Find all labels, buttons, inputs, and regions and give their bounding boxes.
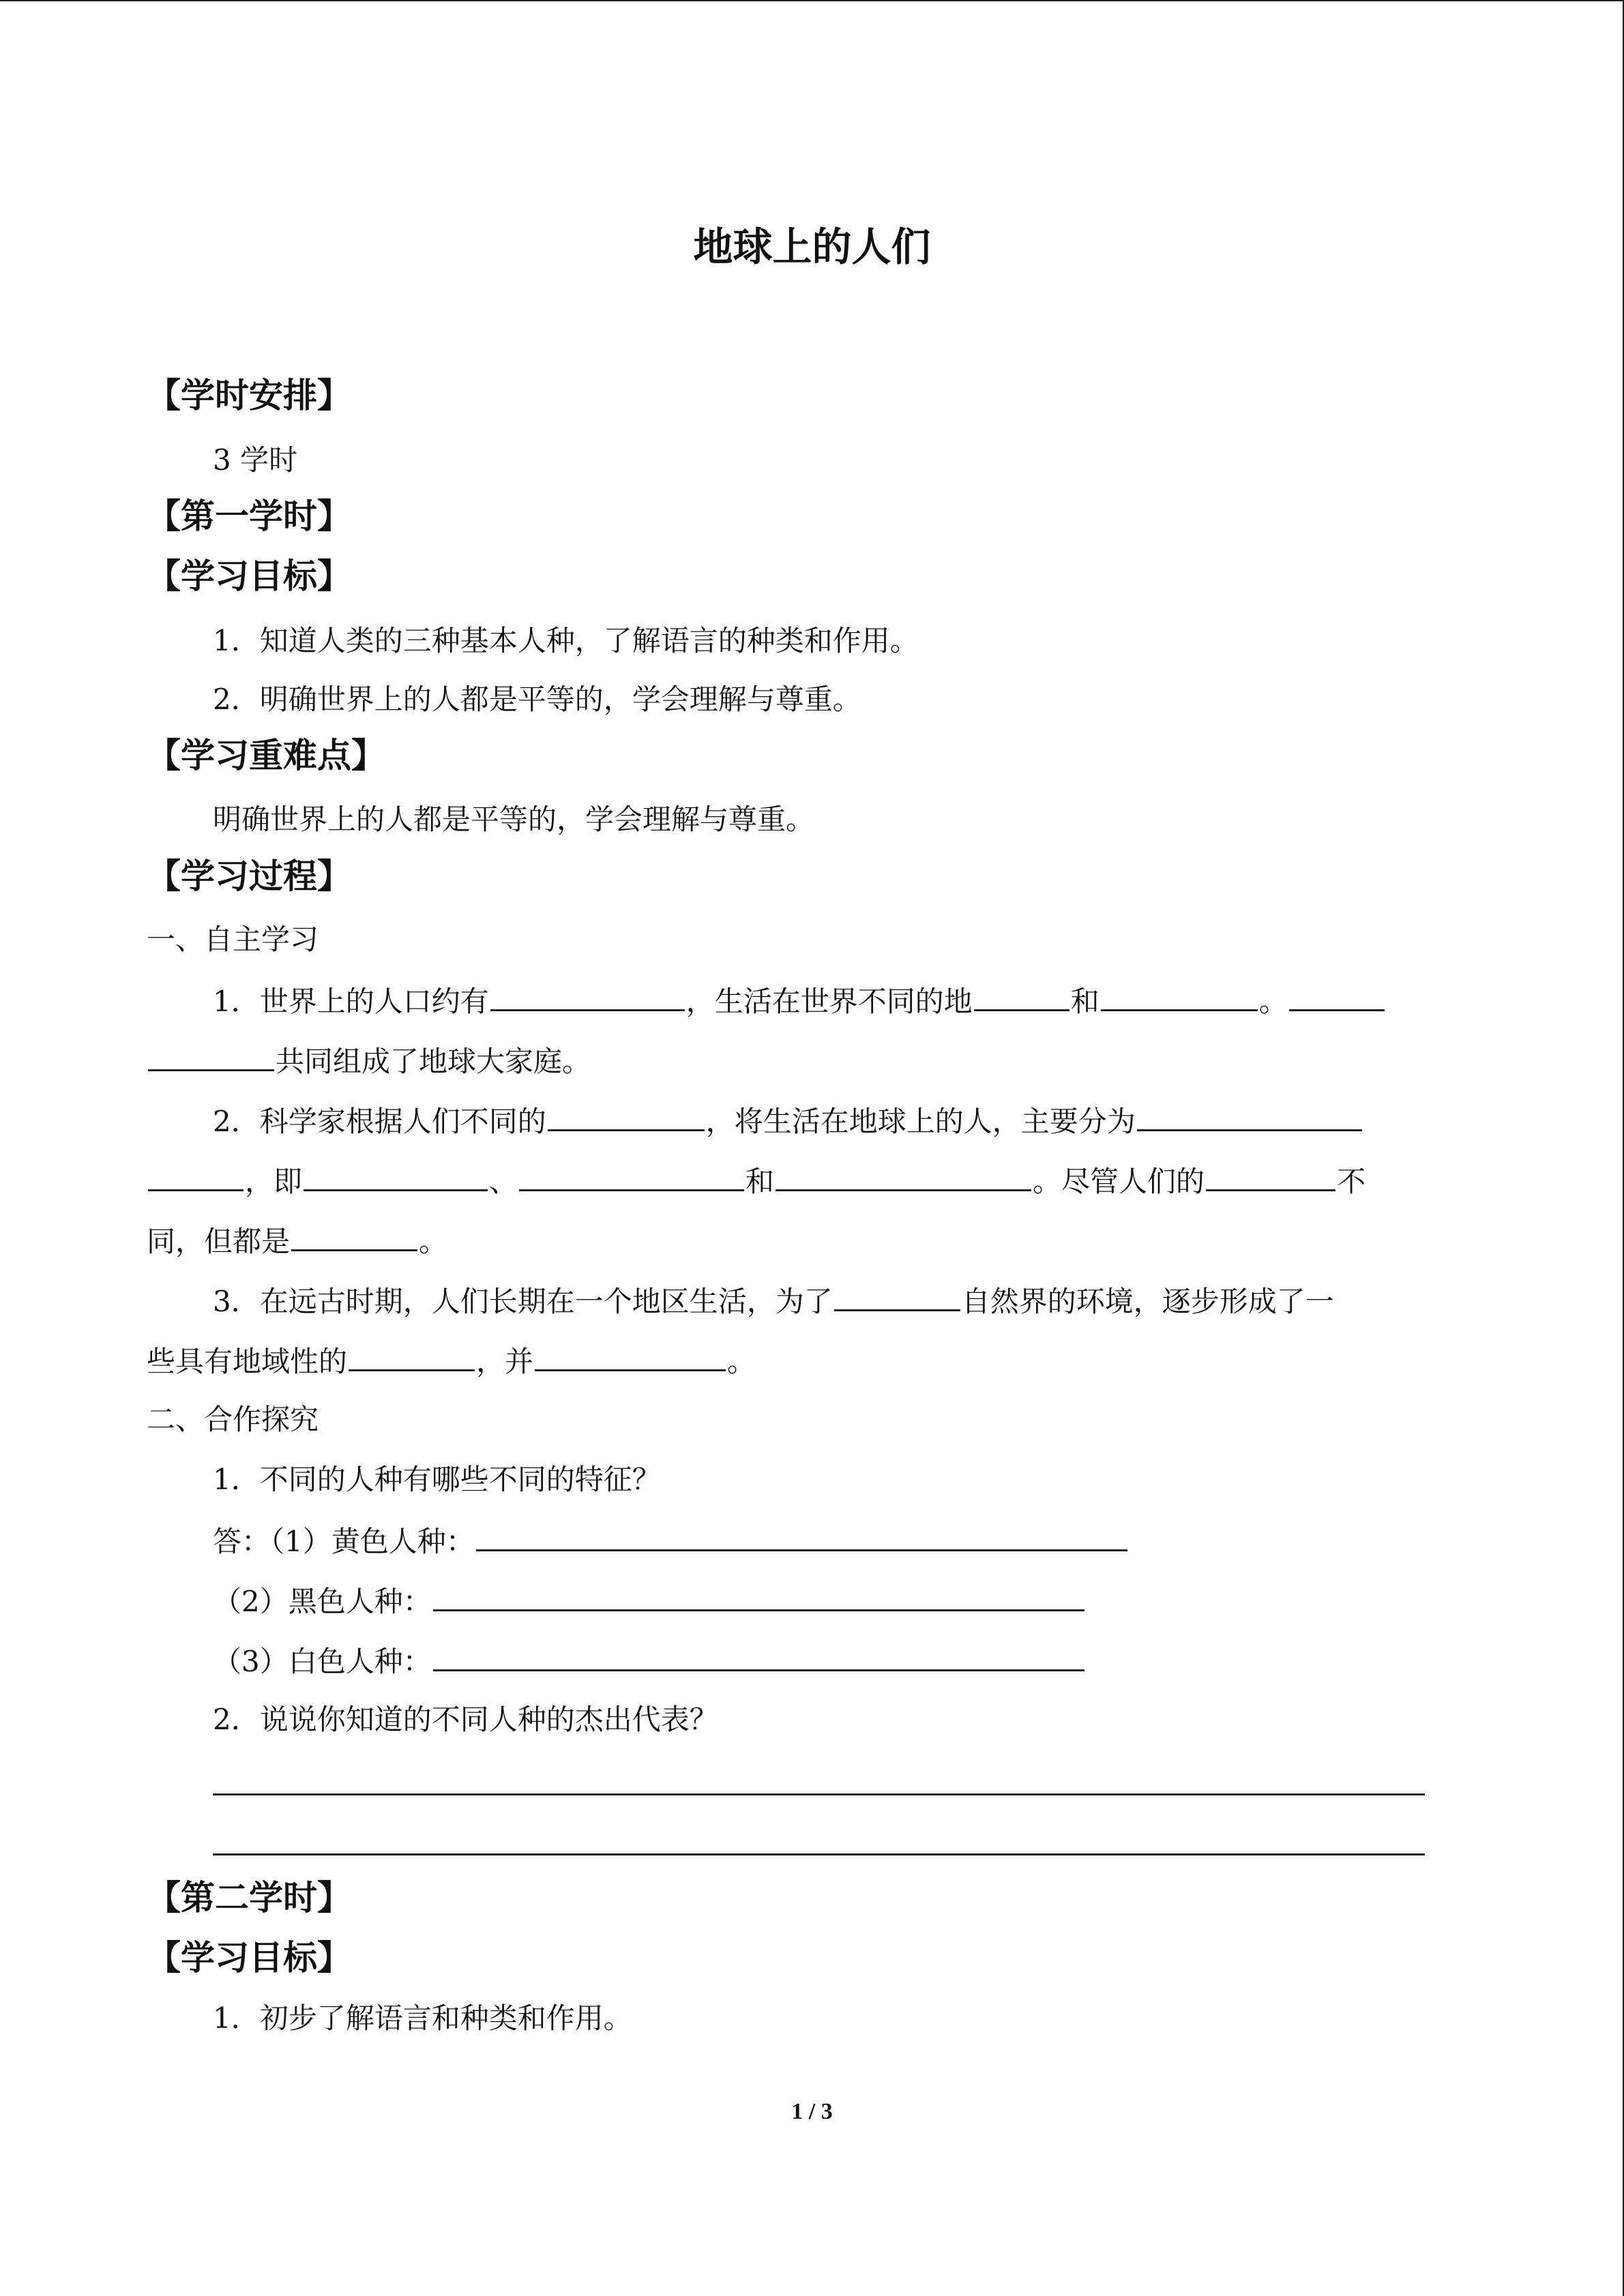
q2-text-f: 。尽管人们的	[1033, 1165, 1205, 1198]
q2-text-h: 同，但都是	[147, 1225, 291, 1258]
q2-text-i: 。	[419, 1225, 448, 1258]
q2-blank-2[interactable]	[1137, 1099, 1362, 1131]
lesson1-heading: 【第一学时】	[147, 496, 351, 536]
q2-text-a: 2．科学家根据人们不同的	[213, 1105, 546, 1138]
question-3-line1	[213, 1279, 1334, 1322]
q1-blank-3[interactable]	[1101, 979, 1258, 1011]
q2-blank-7[interactable]	[291, 1219, 417, 1251]
q3-blank-2[interactable]	[349, 1339, 475, 1371]
q1-text-b: ，生活在世界不同的地	[685, 985, 973, 1018]
q3-text-b: 自然界的环境，逐步形成了一	[961, 1285, 1334, 1318]
q2-blank-6[interactable]	[1206, 1159, 1335, 1191]
part1-heading: 一、自主学习	[147, 923, 319, 956]
cooperation-q2: 2．说说你知道的不同人种的杰出代表？	[213, 1703, 718, 1736]
q1-text-c: 和	[1070, 985, 1099, 1018]
q1-blank-4[interactable]	[1289, 979, 1385, 1011]
q2-blank-1[interactable]	[548, 1099, 705, 1131]
q2-blank-5[interactable]	[776, 1159, 1031, 1191]
answer-yellow-race	[213, 1519, 1129, 1562]
goals2-heading: 【学习目标】	[147, 1938, 351, 1978]
difficulty-heading: 【学习重难点】	[147, 736, 385, 775]
q3-blank-3[interactable]	[535, 1339, 726, 1371]
page-number: 1 / 3	[791, 2099, 833, 2124]
part2-heading: 二、合作探究	[147, 1403, 319, 1436]
goal-2: 2．明确世界上的人都是平等的，学会理解与尊重。	[213, 683, 861, 716]
question-2-line3	[147, 1219, 447, 1262]
q1-text-a: 1．世界上的人口约有	[213, 985, 489, 1018]
q1-blank-2[interactable]	[974, 979, 1069, 1011]
q3-blank-1[interactable]	[834, 1279, 960, 1311]
question-3-line2	[147, 1339, 756, 1382]
question-1-line2	[147, 1039, 591, 1082]
q1-text-d: 。	[1258, 985, 1288, 1018]
q1-blank-1[interactable]	[490, 979, 685, 1011]
lesson2-heading: 【第二学时】	[147, 1878, 351, 1918]
cooperation-q1: 1．不同的人种有哪些不同的特征？	[213, 1463, 661, 1496]
answer-white-label: （3）白色人种：	[213, 1645, 432, 1678]
answer-black-blank[interactable]	[433, 1579, 1084, 1611]
question-1-line1	[213, 979, 1386, 1022]
q1-blank-4-cont[interactable]	[148, 1039, 274, 1071]
q3-text-d: ，并	[476, 1345, 534, 1378]
q1-text-e: 共同组成了地球大家庭。	[276, 1045, 591, 1078]
answer-yellow-label: 答：（1）黄色人种：	[213, 1525, 475, 1558]
q2-text-c: ，即	[245, 1165, 303, 1198]
answer-white-race	[213, 1639, 1086, 1682]
lesson2-goal-1: 1．初步了解语言和种类和作用。	[213, 2001, 632, 2035]
q3-text-a: 3．在远古时期，人们长期在一个地区生活，为了	[213, 1285, 833, 1318]
q2-text-g: 不	[1337, 1165, 1366, 1198]
q2-text-d: 、	[489, 1165, 518, 1198]
answer-yellow-blank[interactable]	[476, 1519, 1127, 1551]
goals-heading: 【学习目标】	[147, 556, 351, 596]
schedule-heading: 【学时安排】	[147, 376, 351, 415]
question-2-line2	[147, 1159, 1365, 1202]
goal-1: 1．知道人类的三种基本人种，了解语言的种类和作用。	[213, 624, 919, 657]
difficulty-text: 明确世界上的人都是平等的，学会理解与尊重。	[213, 803, 815, 836]
answer-black-label: （2）黑色人种：	[213, 1585, 432, 1618]
q2-text-b: ，将生活在地球上的人，主要分为	[705, 1105, 1136, 1138]
answer-white-blank[interactable]	[433, 1639, 1084, 1671]
page-title: 地球上的人们	[693, 224, 931, 270]
answer-line-2[interactable]	[213, 1853, 1425, 1855]
answer-black-race	[213, 1579, 1086, 1622]
answer-line-1[interactable]	[213, 1793, 1425, 1795]
q2-blank-4[interactable]	[519, 1159, 744, 1191]
q2-blank-3[interactable]	[304, 1159, 488, 1191]
q3-text-c: 些具有地域性的	[147, 1345, 348, 1378]
process-heading: 【学习过程】	[147, 856, 351, 896]
q2-text-e: 和	[745, 1165, 775, 1198]
question-2-line1	[213, 1099, 1363, 1142]
q3-text-e: 。	[727, 1345, 756, 1378]
schedule-value: 3 学时	[213, 443, 298, 477]
q2-blank-2-cont[interactable]	[148, 1159, 243, 1191]
